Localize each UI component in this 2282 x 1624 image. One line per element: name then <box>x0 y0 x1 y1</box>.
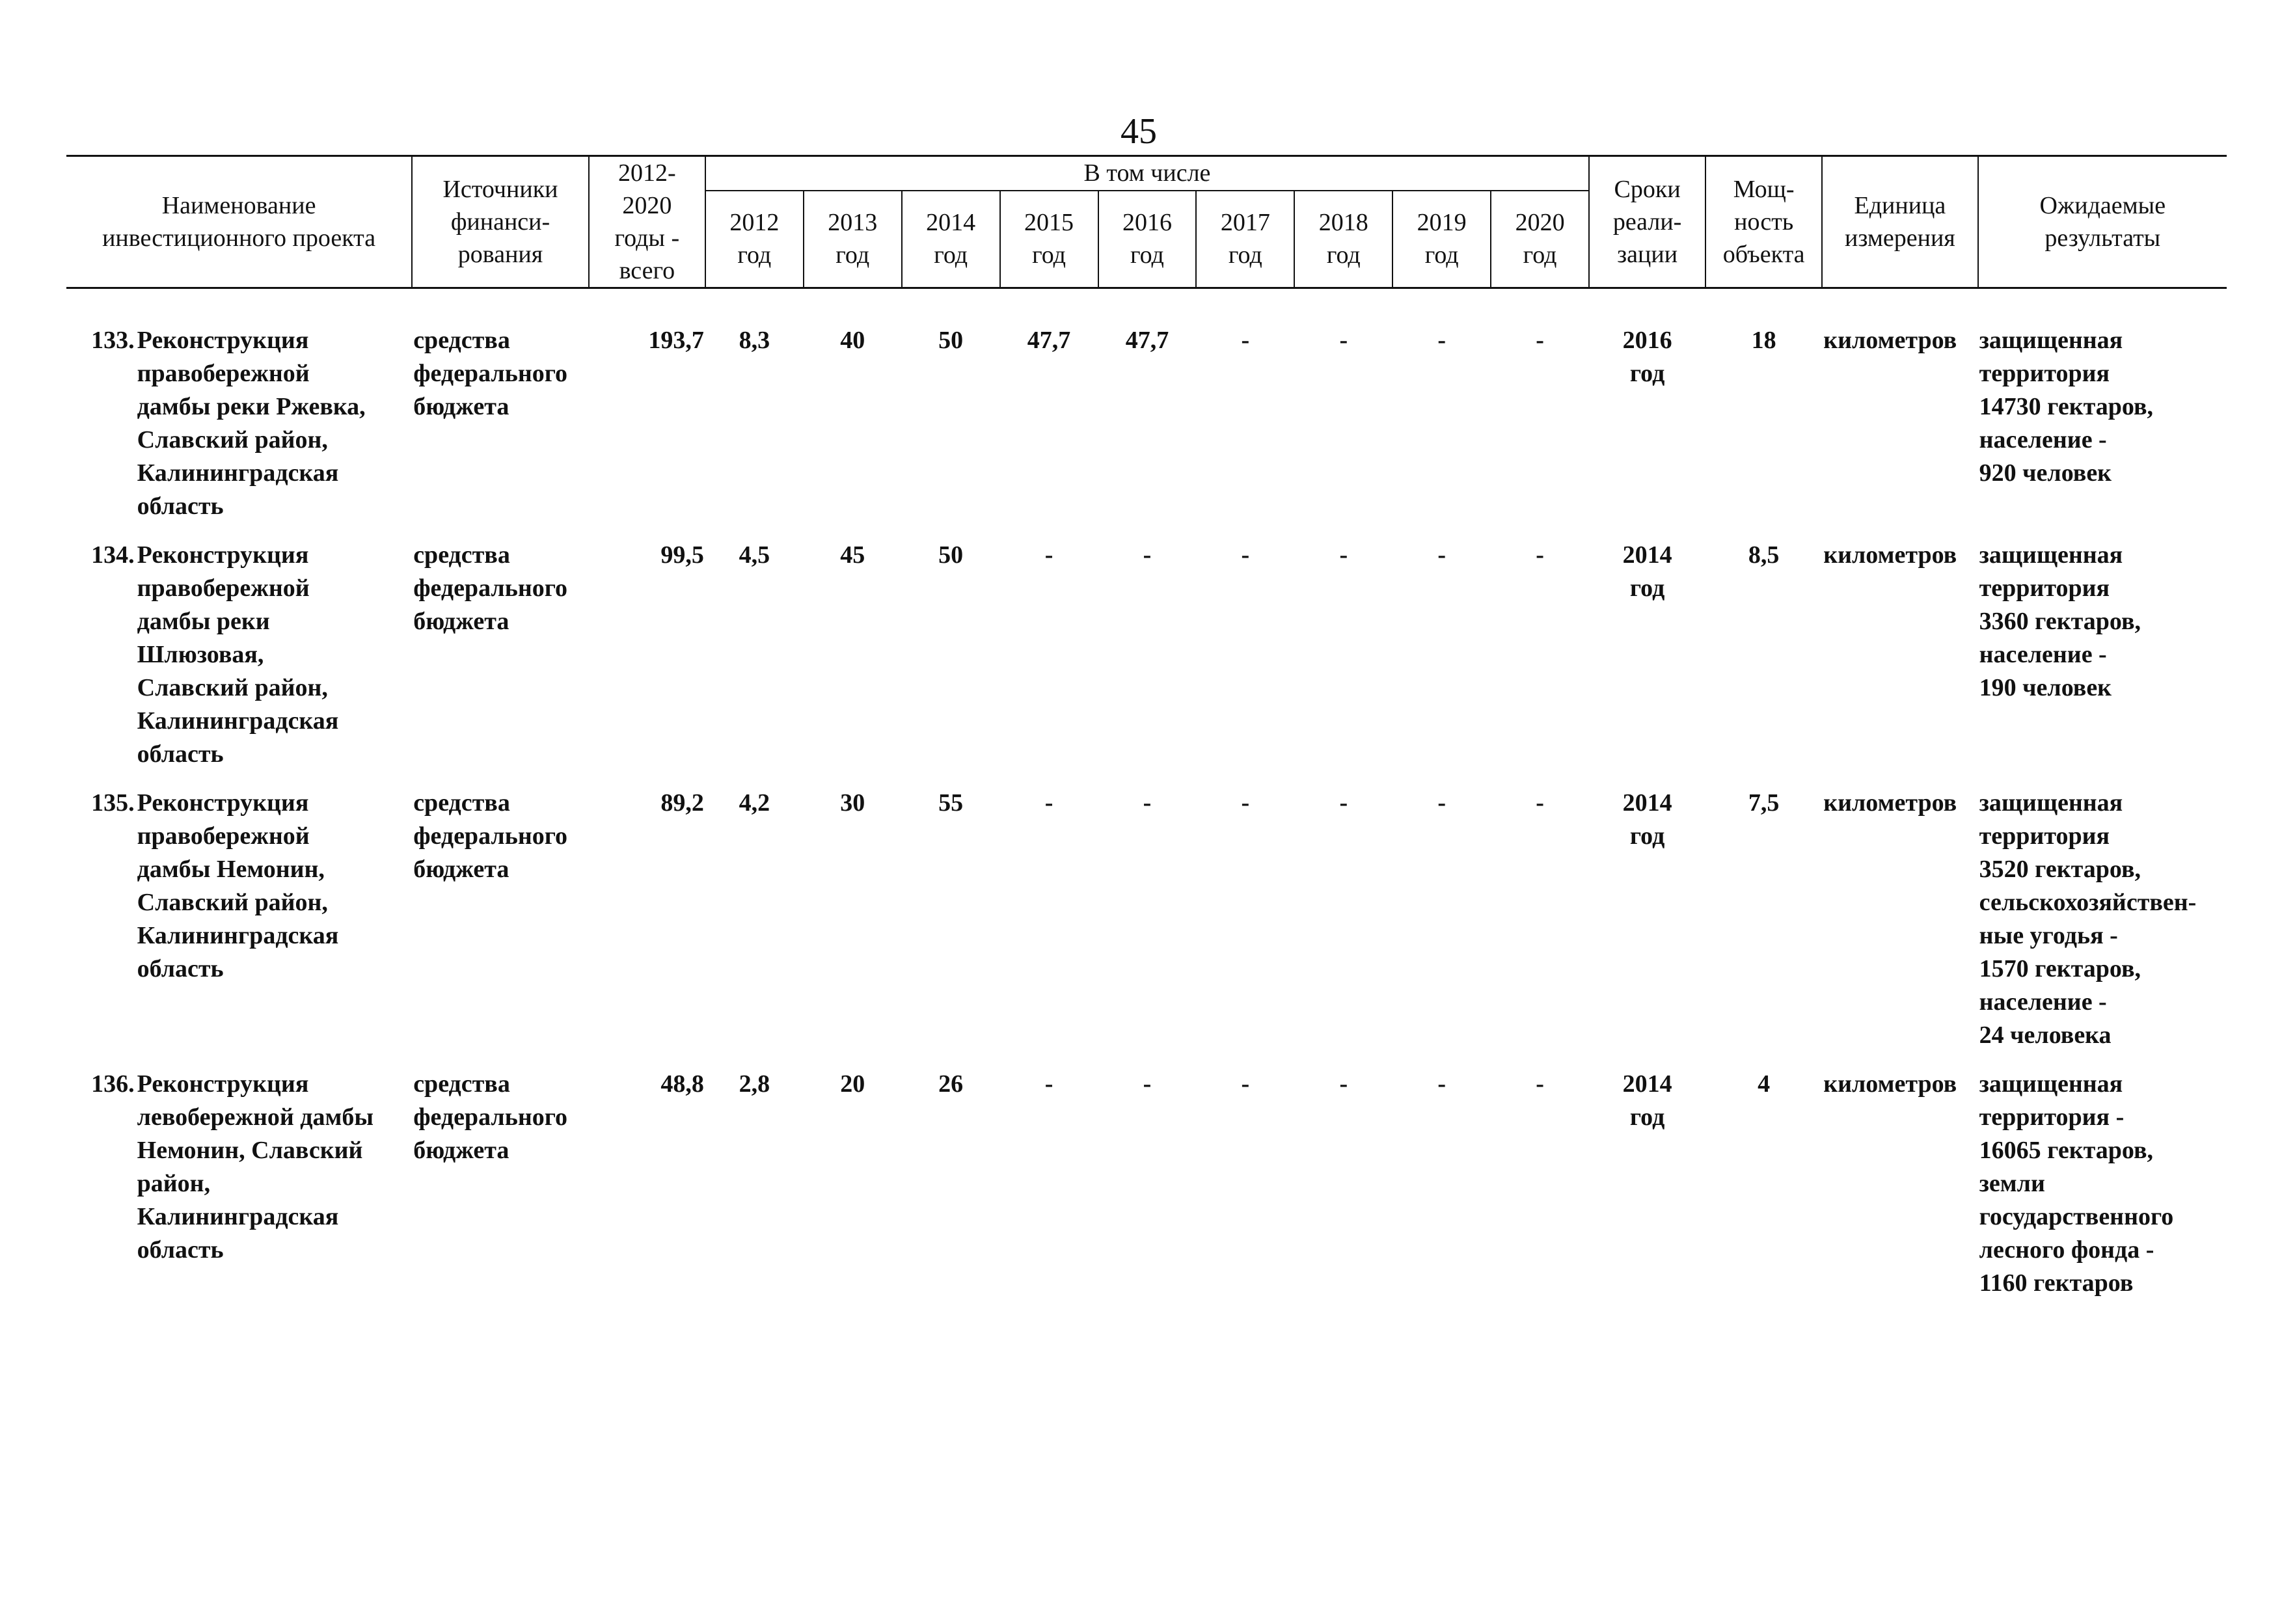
project-name-line: Реконструкция <box>137 789 309 817</box>
table-body <box>66 288 2227 1301</box>
project-name-line: Реконструкция <box>137 327 309 354</box>
expected-results-line: 24 человека <box>1979 1022 2112 1049</box>
expected-results-line: население - <box>1979 641 2107 668</box>
implementation-term <box>1589 539 1705 771</box>
year-2013-value: 30 <box>840 789 865 817</box>
project-name-line: Реконструкция <box>137 541 309 569</box>
year-2014-value: 26 <box>938 1070 964 1098</box>
header-year-2013: 2013 год <box>804 191 902 288</box>
table-row <box>66 787 2227 1052</box>
expected-results-line: территория <box>1979 575 2110 602</box>
year-2019-value: - <box>1437 789 1446 817</box>
header-year-2018: 2018 год <box>1294 191 1392 288</box>
year-2014-value: 55 <box>938 789 964 817</box>
implementation-term-line: 2014 <box>1622 789 1672 817</box>
project-name-line: Славский район, <box>137 426 328 453</box>
financing-source <box>412 1068 589 1300</box>
year-2013-value: 45 <box>840 541 865 569</box>
header-total: 2012- 2020 годы - всего <box>589 156 705 288</box>
project-name-line: Калининградская <box>137 922 339 949</box>
expected-results-line: 14730 гектаров, <box>1979 393 2153 420</box>
year-2012-value: 4,5 <box>739 541 770 569</box>
project-name-line: дамбы реки Ржевка, <box>137 393 366 420</box>
unit-value: километров <box>1823 789 1957 817</box>
header-year-2020: 2020 год <box>1491 191 1589 288</box>
capacity-value: 18 <box>1751 327 1776 354</box>
expected-results <box>1978 1068 2227 1300</box>
expected-results-line: территория <box>1979 360 2110 387</box>
expected-results-line: 920 человек <box>1979 459 2112 487</box>
page-number: 45 <box>1121 111 1157 152</box>
implementation-term-line: год <box>1629 822 1665 850</box>
header-expected-results: Ожидаемые результаты <box>1978 156 2227 288</box>
financing-source-line: федерального <box>413 360 568 387</box>
expected-results-line: ные угодья - <box>1979 922 2118 949</box>
year-2019-value: - <box>1437 1070 1446 1098</box>
year-2013-value: 20 <box>840 1070 865 1098</box>
table-row <box>66 539 2227 771</box>
year-2016-value: - <box>1143 541 1152 569</box>
year-2020-value: - <box>1536 1070 1544 1098</box>
header-year-2015: 2015 год <box>1000 191 1098 288</box>
total-value: 48,8 <box>660 1070 704 1098</box>
header-including: В том числе <box>705 156 1589 191</box>
header-year-2019: 2019 год <box>1392 191 1491 288</box>
expected-results-line: защищенная <box>1979 1070 2123 1098</box>
capacity-value: 4 <box>1758 1070 1771 1098</box>
implementation-term <box>1589 324 1705 523</box>
total-value: 193,7 <box>648 327 704 354</box>
project-name-line: Калининградская <box>137 459 339 487</box>
project-name-line: дамбы реки <box>137 608 270 635</box>
financing-source-line: бюджета <box>413 1137 509 1164</box>
header-unit: Единица измерения <box>1822 156 1977 288</box>
year-2016-value: 47,7 <box>1125 327 1169 354</box>
financing-source-line: бюджета <box>413 856 509 883</box>
total-value: 89,2 <box>660 789 704 817</box>
table-row <box>66 324 2227 523</box>
implementation-term <box>1589 787 1705 1052</box>
year-2018-value: - <box>1339 327 1348 354</box>
expected-results-line: сельскохозяйствен- <box>1979 889 2197 916</box>
project-name-line: область <box>137 1236 224 1264</box>
year-2015-value: - <box>1044 789 1053 817</box>
header-project-name: Наименование инвестиционного проекта <box>66 156 412 288</box>
project-name-line: Славский район, <box>137 889 328 916</box>
project-name-line: Славский район, <box>137 674 328 701</box>
financing-source-line: средства <box>413 541 510 569</box>
header-year-2014: 2014 год <box>902 191 1000 288</box>
financing-source-line: федерального <box>413 575 568 602</box>
expected-results-line: лесного фонда - <box>1979 1236 2154 1264</box>
year-2012-value: 8,3 <box>739 327 770 354</box>
unit-value: километров <box>1823 327 1957 354</box>
expected-results-line: защищенная <box>1979 789 2123 817</box>
expected-results-line: 1160 гектаров <box>1979 1269 2134 1297</box>
year-2015-value: 47,7 <box>1027 327 1071 354</box>
implementation-term-line: 2016 <box>1622 327 1672 354</box>
project-name-line: область <box>137 493 224 520</box>
year-2014-value: 50 <box>938 327 964 354</box>
expected-results-line: земли <box>1979 1170 2045 1197</box>
year-2019-value: - <box>1437 541 1446 569</box>
financing-source <box>412 539 589 771</box>
year-2013-value: 40 <box>840 327 865 354</box>
table-row <box>66 1068 2227 1300</box>
expected-results <box>1978 539 2227 771</box>
expected-results-line: государственного <box>1979 1203 2174 1230</box>
project-name-line: левобережной дамбы <box>137 1103 374 1131</box>
row-number: 135. <box>91 789 135 817</box>
year-2017-value: - <box>1241 1070 1250 1098</box>
table-header <box>66 156 2227 288</box>
expected-results-line: 3360 гектаров, <box>1979 608 2141 635</box>
year-2017-value: - <box>1241 327 1250 354</box>
expected-results <box>1978 324 2227 523</box>
project-name <box>136 539 413 771</box>
year-2012-value: 2,8 <box>739 1070 770 1098</box>
row-number: 133. <box>91 327 135 354</box>
project-name-line: дамбы Немонин, <box>137 856 325 883</box>
year-2016-value: - <box>1143 1070 1152 1098</box>
project-name <box>136 324 413 523</box>
year-2020-value: - <box>1536 327 1544 354</box>
project-name-line: Реконструкция <box>137 1070 309 1098</box>
header-financing-source: Источники финанси- рования <box>412 156 589 288</box>
expected-results-line: 1570 гектаров, <box>1979 955 2141 982</box>
implementation-term-line: 2014 <box>1622 1070 1672 1098</box>
expected-results-line: территория - <box>1979 1103 2125 1131</box>
header-year-2017: 2017 год <box>1196 191 1294 288</box>
header-capacity: Мощ- ность объекта <box>1705 156 1822 288</box>
project-name-line: правобережной <box>137 822 310 850</box>
unit-value: километров <box>1823 541 1957 569</box>
row-number: 136. <box>91 1070 135 1098</box>
expected-results-line: защищенная <box>1979 541 2123 569</box>
header-row-top <box>66 156 2227 191</box>
expected-results-line: 3520 гектаров, <box>1979 856 2141 883</box>
financing-source-line: федерального <box>413 822 568 850</box>
year-2019-value: - <box>1437 327 1446 354</box>
year-2012-value: 4,2 <box>739 789 770 817</box>
implementation-term-line: 2014 <box>1622 541 1672 569</box>
year-2017-value: - <box>1241 541 1250 569</box>
capacity-value: 8,5 <box>1748 541 1780 569</box>
financing-source-line: бюджета <box>413 608 509 635</box>
capacity-value: 7,5 <box>1748 789 1780 817</box>
expected-results-line: население - <box>1979 988 2107 1016</box>
implementation-term <box>1589 1068 1705 1300</box>
financing-source-line: средства <box>413 789 510 817</box>
expected-results-line: защищенная <box>1979 327 2123 354</box>
financing-source <box>412 324 589 523</box>
header-year-2012: 2012 год <box>705 191 804 288</box>
year-2016-value: - <box>1143 789 1152 817</box>
investment-projects-table <box>66 155 2227 1300</box>
project-name-line: правобережной <box>137 360 310 387</box>
financing-source-line: средства <box>413 1070 510 1098</box>
implementation-term-line: год <box>1629 1103 1665 1131</box>
expected-results-line: территория <box>1979 822 2110 850</box>
project-name-line: область <box>137 955 224 982</box>
project-name-line: район, <box>137 1170 211 1197</box>
project-name-line: Немонин, Славский <box>137 1137 363 1164</box>
expected-results-line: население - <box>1979 426 2107 453</box>
year-2018-value: - <box>1339 541 1348 569</box>
year-2015-value: - <box>1044 1070 1053 1098</box>
project-name-line: правобережной <box>137 575 310 602</box>
year-2020-value: - <box>1536 789 1544 817</box>
year-2015-value: - <box>1044 541 1053 569</box>
financing-source-line: федерального <box>413 1103 568 1131</box>
project-name-line: Шлюзовая, <box>137 641 264 668</box>
year-2020-value: - <box>1536 541 1544 569</box>
expected-results-line: 16065 гектаров, <box>1979 1137 2153 1164</box>
project-name <box>136 1068 413 1300</box>
implementation-term-line: год <box>1629 360 1665 387</box>
header-implementation-term: Сроки реали- зации <box>1589 156 1705 288</box>
year-2017-value: - <box>1241 789 1250 817</box>
row-number: 134. <box>91 541 135 569</box>
project-name-line: область <box>137 740 224 768</box>
implementation-term-line: год <box>1629 575 1665 602</box>
expected-results <box>1978 787 2227 1052</box>
financing-source-line: бюджета <box>413 393 509 420</box>
expected-results-line: 190 человек <box>1979 674 2112 701</box>
year-2014-value: 50 <box>938 541 964 569</box>
header-year-2016: 2016 год <box>1098 191 1197 288</box>
financing-source <box>412 787 589 1052</box>
financing-source-line: средства <box>413 327 510 354</box>
year-2018-value: - <box>1339 789 1348 817</box>
project-name-line: Калининградская <box>137 707 339 735</box>
project-name-line: Калининградская <box>137 1203 339 1230</box>
unit-value: километров <box>1823 1070 1957 1098</box>
total-value: 99,5 <box>660 541 704 569</box>
year-2018-value: - <box>1339 1070 1348 1098</box>
project-name <box>136 787 413 1052</box>
